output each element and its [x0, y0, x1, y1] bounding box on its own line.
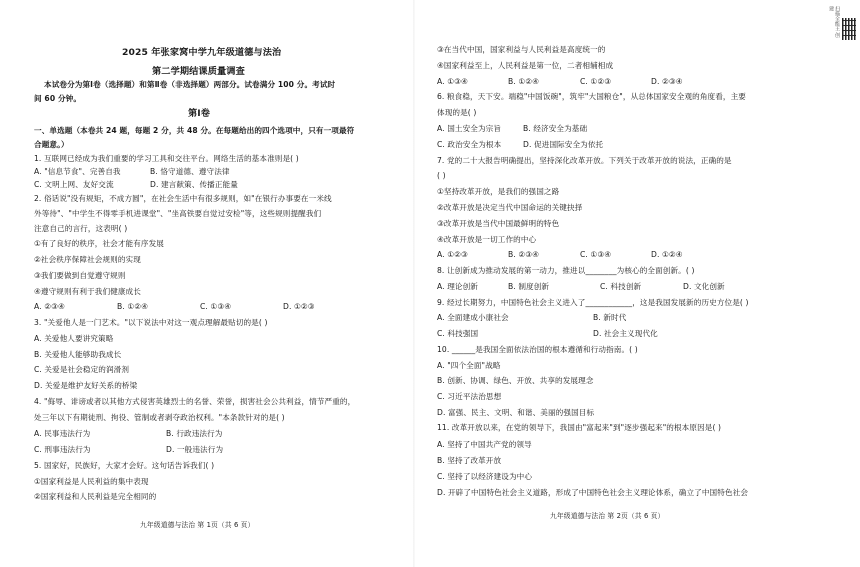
q1-option-b: B. 恪守道德、遵守法律: [150, 167, 230, 176]
question-6-line-2: 体现的是( ): [437, 108, 477, 117]
exam-page-2: [415, 0, 860, 567]
question-2-line-2: 外等待"、"中学生不得零手机进课堂"、"坐高铁要自觉过安检"等，这些规则提醒我们: [34, 209, 322, 218]
exam-title: 2025 年张家窝中学九年级道德与法治: [122, 47, 282, 58]
q4-option-b: B. 行政违法行为: [166, 429, 223, 438]
question-2-line-3: 注意自己的言行，这表明( ): [34, 224, 128, 233]
question-11: 11. 改革开放以来，在党的领导下，我国由"富起来"到"逐步强起来"的根本原因是( ): [437, 423, 722, 432]
q2-statement-2: ②社会秩序保障社会规则的实现: [34, 255, 141, 264]
q7-statement-3: ③改革开放是当代中国最鲜明的特色: [437, 219, 560, 228]
q2-option-b: B. ①②④: [117, 302, 149, 311]
question-2: 2. 俗话说"没有规矩，不成方圆"，在社会生活中有很多规则，如"在银行办事要在一米线: [34, 194, 332, 203]
question-7: 7. 党的二十大报告明确提出，坚持深化改革开放。下列关于改革开放的说法，正确的是: [437, 156, 732, 165]
page-footer-2: 九年级道德与法治 第 2页（共 6 页）: [550, 512, 665, 520]
q10-option-c: C. 习近平法治思想: [437, 392, 502, 401]
exam-subtitle: 第二学期结课质量调查: [152, 66, 245, 77]
q2-option-a: A. ②③④: [34, 302, 65, 311]
question-3: 3. "关爱他人是一门艺术。"以下说法中对这一观点理解最贴切的是( ): [34, 318, 268, 327]
q10-option-a: A. "四个全面"战略: [437, 361, 501, 370]
question-5: 5. 国家好，民族好，大家才会好。这句话告诉我们( ): [34, 461, 215, 470]
qr-code-icon: [842, 18, 856, 40]
q11-option-b: B. 坚持了改革开放: [437, 456, 502, 465]
q9-option-d: D. 社会主义现代化: [593, 329, 658, 338]
q1-option-a: A. "信息节食"、完善自我: [34, 167, 121, 176]
q5-option-c: C. ①②③: [580, 77, 612, 86]
q5-statement-3: ③在当代中国，国家利益与人民利益是高度统一的: [437, 45, 606, 54]
q7-statement-4: ④改革开放是一切工作的中心: [437, 235, 537, 244]
q3-option-b: B. 关爱他人能够助我成长: [34, 350, 122, 359]
q11-option-c: C. 坚持了以经济建设为中心: [437, 472, 533, 481]
q9-option-c: C. 科技强国: [437, 329, 479, 338]
question-8: 8. 让创新成为推动发展的第一动力，推进以________为核心的全面创新。( ): [437, 266, 695, 275]
question-4-line-2: 处三年以下有期徒刑、拘役、管制或者剥夺政治权利。"本条款针对的是( ): [34, 413, 285, 422]
q2-option-c: C. ①③④: [200, 302, 232, 311]
q3-option-d: D. 关爱是维护友好关系的桥梁: [34, 381, 138, 390]
q7-option-a: A. ①②③: [437, 250, 468, 259]
q7-option-b: B. ②③④: [508, 250, 540, 259]
question-9: 9. 经过长期努力，中国特色社会主义进入了____________，这是我国发展新的历史方位是( ): [437, 298, 749, 307]
q3-option-a: A. 关爱他人要讲究策略: [34, 334, 114, 343]
question-1: 1. 互联网已经成为我们重要的学习工具和交往平台。网络生活的基本准则是( ): [34, 154, 299, 163]
q11-option-d: D. 开辟了中国特色社会主义道路，形成了中国特色社会主义理论体系，确立了中国特色社会: [437, 488, 749, 497]
q6-option-a: A. 国土安全为宗旨: [437, 124, 502, 133]
question-6: 6. 粮食稳，天下安。端稳"中国饭碗"，筑牢"大国粮仓"，从总体国家安全观的角度看，主要: [437, 92, 746, 101]
question-10: 10. ______是我国全面依法治国的根本遵循和行动指南。( ): [437, 345, 638, 354]
q1-option-d: D. 建言献策、传播正能量: [150, 180, 238, 189]
q5-statement-4: ④国家利益至上，人民利益是第一位，二者相辅相成: [437, 61, 614, 70]
section-heading: 第Ⅰ卷: [188, 108, 211, 119]
q5-option-d: D. ②③④: [651, 77, 683, 86]
exam-page-1: [0, 0, 415, 567]
question-7-paren: ( ): [437, 171, 446, 180]
q11-option-a: A. 坚持了中国共产党的领导: [437, 440, 532, 449]
q10-option-b: B. 创新、协调、绿色、开放、共享的发展理念: [437, 376, 594, 385]
q9-option-b: B. 新时代: [593, 313, 627, 322]
q10-option-d: D. 富强、民主、文明、和谐、美丽的强国目标: [437, 408, 595, 417]
q5-option-b: B. ①②④: [508, 77, 540, 86]
instructions: 一、单选题（本卷共 24 题，每题 2 分，共 48 分。在每题给出的四个选项中，只有一项最符: [34, 126, 355, 135]
q5-statement-1: ①国家利益是人民利益的集中表现: [34, 477, 149, 486]
question-4: 4. "侮辱、诽谤或者以其他方式侵害英雄烈士的名誉、荣誉，损害社会公共利益，情节严重的，: [34, 397, 356, 406]
q2-option-d: D. ①②③: [283, 302, 315, 311]
q8-option-b: B. 制度创新: [508, 282, 550, 291]
q7-option-d: D. ①②④: [651, 250, 683, 259]
q7-option-c: C. ①③④: [580, 250, 612, 259]
q4-option-c: C. 刑事违法行为: [34, 445, 91, 454]
page-footer-1: 九年级道德与法治 第 1页（共 6 页）: [140, 521, 255, 529]
instructions-cont: 合题意。）: [34, 140, 69, 149]
q7-statement-1: ①坚持改革开放，是我们的强国之路: [437, 187, 560, 196]
q8-option-c: C. 科技创新: [600, 282, 642, 291]
q8-option-a: A. 理论创新: [437, 282, 478, 291]
q6-option-b: B. 经济安全为基础: [523, 124, 588, 133]
q5-statement-2: ②国家利益和人民利益是完全相同的: [34, 492, 157, 501]
q9-option-a: A. 全面建成小康社会: [437, 313, 509, 322]
q2-statement-1: ①有了良好的秩序，社会才能有序发展: [34, 239, 165, 248]
intro-text: 本试卷分为第Ⅰ卷（选择题）和第Ⅱ卷（非选择题）两部分。试卷满分 100 分。考试时: [44, 80, 336, 89]
q4-option-a: A. 民事违法行为: [34, 429, 91, 438]
scanner-watermark: 扫描全能王 创建: [828, 6, 840, 38]
q6-option-c: C. 政治安全为根本: [437, 140, 502, 149]
q2-statement-3: ③我们要做到自觉遵守规则: [34, 271, 126, 280]
q5-option-a: A. ①③④: [437, 77, 468, 86]
q7-statement-2: ②改革开放是决定当代中国命运的关键抉择: [437, 203, 583, 212]
q3-option-c: C. 关爱是社会稳定的润滑剂: [34, 365, 130, 374]
q6-option-d: D. 促进国际安全为依托: [523, 140, 604, 149]
q8-option-d: D. 文化创新: [683, 282, 725, 291]
q2-statement-4: ④遵守规则有利于我们健康成长: [34, 287, 141, 296]
intro-text-cont: 间 60 分钟。: [34, 94, 82, 103]
q4-option-d: D. 一般违法行为: [166, 445, 224, 454]
q1-option-c: C. 文明上网、友好交流: [34, 180, 114, 189]
